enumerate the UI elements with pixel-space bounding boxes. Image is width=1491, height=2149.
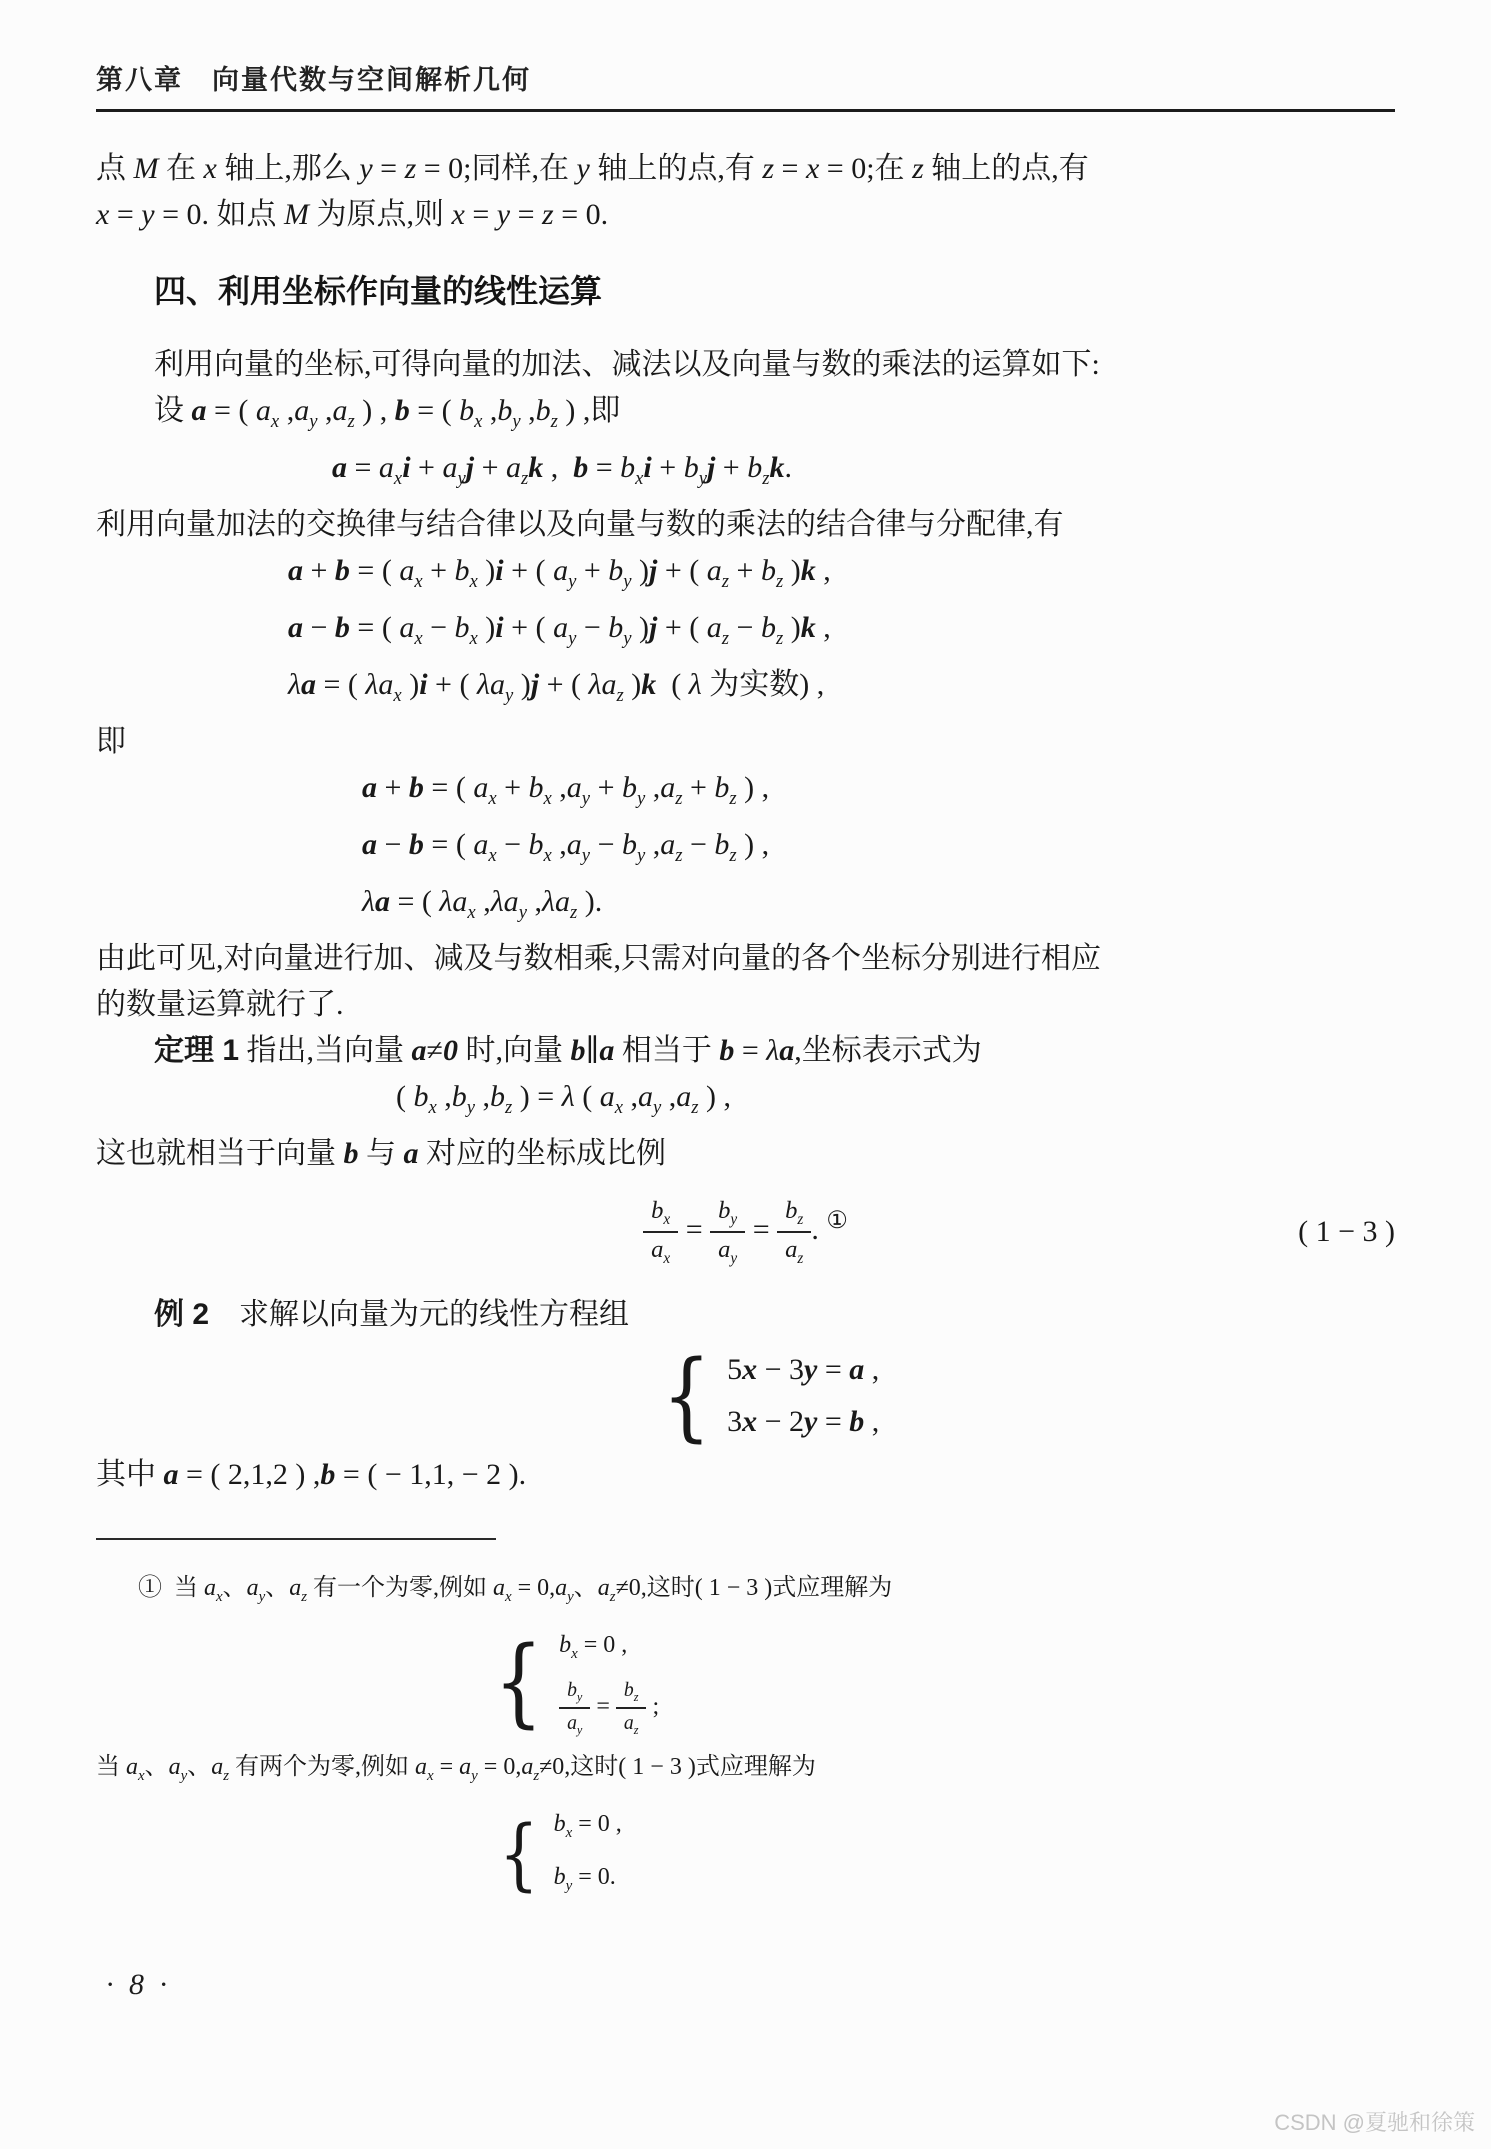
- footnote-line: 当 $a_x$、$a_y$、$a_z$ 有两个为零,例如 $a_x = a_y = 0,a_z\ne 0$,这时( 1 − 3 )式应理解为: [96, 1754, 816, 1785]
- footnote-rule: [96, 1538, 496, 1540]
- left-brace-icon: {: [494, 1626, 543, 1739]
- cases-group: [656, 1339, 880, 1452]
- footnote-case-equation: $b_x = 0$ ,: [559, 1631, 628, 1662]
- equation-lambda-triple: λa = ( $\lambda a_x$ $,\lambda a_y$ $,\lambda a_z$ ).: [362, 885, 603, 923]
- footnote-case-equation: $\frac{b_y}{a_y}$ = $\frac{b_z}{a_z}$ ;: [559, 1679, 659, 1737]
- system-equation-2: 3x − 2y = b ,: [727, 1404, 880, 1438]
- system-rows: [727, 1348, 879, 1444]
- equation-block-ijk: [96, 548, 1395, 719]
- running-header: [96, 58, 1395, 97]
- paragraph-line: 这也就相当于向量 b 与 a 对应的坐标成比例: [96, 1137, 666, 1170]
- footnote-cases-1: [488, 1627, 1395, 1738]
- equation-block-triples: [96, 765, 1395, 936]
- paragraph-line: 其中 a = ( 2,1,2 ) ,b = ( − 1,1, − 2 ).: [96, 1457, 527, 1491]
- left-brace-icon: {: [498, 1810, 539, 1900]
- equation-add-ijk: a + b = ( $a_x + b_x$ )i + ( $a_y + b_y$ )j + ( $a_z + b_z$ )k ,: [288, 554, 831, 592]
- section-heading: 四、利用坐标作向量的线性运算: [154, 273, 603, 309]
- cases-group: [494, 1806, 622, 1904]
- footnote-line: ① 当 $a_x$、$a_y$、$a_z$ 有一个为零,例如 $a_x = 0,a_y$、$a_z\ne 0$,这时( 1 − 3 )式应理解为: [138, 1574, 893, 1605]
- equation-lambda-ijk: λa = ( $\lambda a_x$ )i + ( $\lambda a_y$ )j + ( $\lambda a_z$ )k ( λ 为实数) ,: [288, 668, 825, 706]
- footnote-case-rows: [554, 1806, 622, 1904]
- paragraph-line: 利用向量的坐标,可得向量的加法、减法以及向量与数的乘法的运算如下:: [154, 348, 1100, 381]
- footnote-cases-2: [494, 1806, 1395, 1904]
- footnote-case-rows: [559, 1627, 659, 1738]
- page-number: · 8 ·: [106, 1968, 171, 2001]
- equation-sub-triple: a − b = ( $a_x - b_x$ $,a_y - b_y$ $,a_z - b_z$ ) ,: [362, 828, 770, 866]
- connector-word: 即: [96, 725, 126, 758]
- equation-add-triple: a + b = ( $a_x + b_x$ $,a_y + b_y$ $,a_z + b_z$ ) ,: [362, 771, 770, 809]
- proportion-equation-row: [96, 1187, 1395, 1278]
- paragraph-line: 由此可见,对向量进行加、减及与数相乘,只需对向量的各个坐标分别进行相应: [96, 942, 1101, 975]
- paragraph-line: 点 M 在 x 轴上,那么 y = z = 0;同样,在 y 轴上的点,有 z = x = 0;在 z 轴上的点,有: [96, 152, 1089, 185]
- footnote-case-equation: $b_x = 0$ ,: [553, 1811, 622, 1841]
- footnote-case-equation: $b_y = 0$.: [553, 1864, 616, 1894]
- equation-sub-ijk: a − b = ( $a_x - b_x$ )i + ( $a_y - b_y$ )j + ( $a_z - b_z$ )k ,: [288, 611, 831, 649]
- left-brace-icon: {: [662, 1339, 711, 1452]
- equation-coordinate-relation: ( $b_x$ $,b_y$ $,b_z$ ) = λ ( $a_x$ $,a_y$ $,a_z$ ) ,: [396, 1080, 731, 1118]
- proportion-equation: $\frac{b_x}{a_x}$ = $\frac{b_y}{a_y}$ = $\frac{b_z}{a_z}$ . ①: [643, 1213, 848, 1246]
- header-rule: [96, 109, 1395, 112]
- paragraph-line: 的数量运算就行了.: [96, 988, 344, 1021]
- chapter-title: 第八章 向量代数与空间解析几何: [96, 65, 531, 95]
- system-equation-1: 5x − 3y = a ,: [727, 1352, 880, 1386]
- theorem-paragraph: 定理 1 指出,当向量 a≠0 时,向量 b∥a 相当于 b = λa,坐标表示式为: [154, 1034, 982, 1067]
- watermark: CSDN @夏驰和徐策: [1274, 2110, 1475, 2135]
- example-heading-line: 例 2 求解以向量为元的线性方程组: [154, 1297, 630, 1331]
- paragraph-line: 利用向量加法的交换律与结合律以及向量与数的乘法的结合律与分配律,有: [96, 508, 1064, 541]
- equation-line: 设 a = ( $a_x$ $,a_y$ $,a_z$ ) , b = ( $b_x$ $,b_y$ $,b_z$ ) ,即: [154, 394, 621, 432]
- cases-group: [488, 1627, 659, 1738]
- equation-basis: $a = a_xi + a_yj + a_zk$ , $b = b_xi + b_yj + b_zk$.: [332, 451, 792, 489]
- footnote: [96, 1568, 1395, 1904]
- equation-number: ( 1 − 3 ): [1298, 1215, 1395, 1249]
- linear-system: [656, 1339, 1395, 1452]
- paragraph-line: x = y = 0. 如点 M 为原点,则 x = y = z = 0.: [96, 198, 609, 231]
